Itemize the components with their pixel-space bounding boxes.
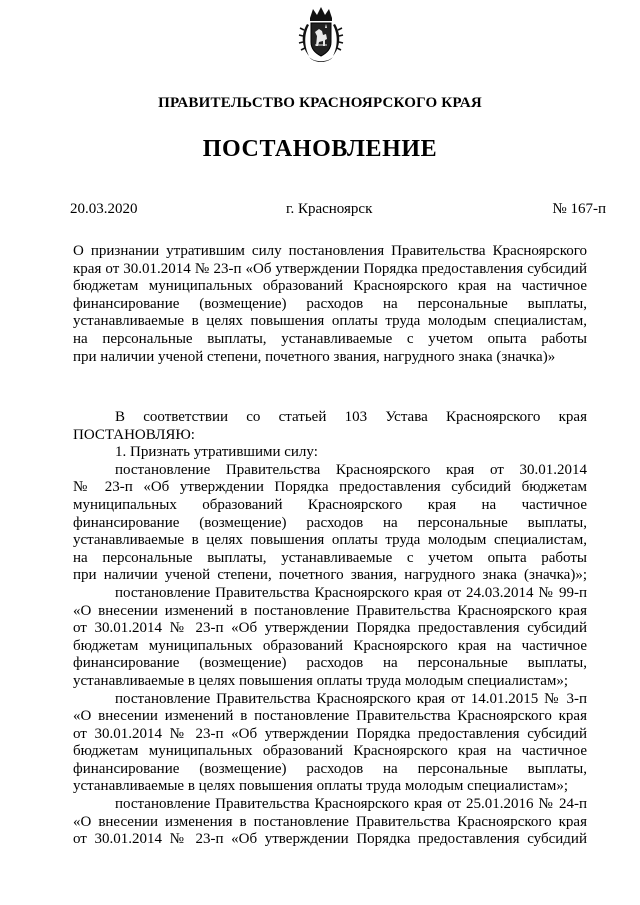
body-line: устанавливаемые в целях повышения оплаты труда молодым специалистам»; (73, 778, 569, 795)
body-line: финансирование (возмещение) расходов на персональные выплаты, (73, 760, 587, 777)
subject-line: бюджетам муниципальных образований Красноярского края на частичное (73, 278, 587, 295)
document-subject (73, 243, 587, 366)
subject-line: устанавливаемые в целях повышения оплаты труда молодым специалистам, (73, 313, 587, 330)
body-line: постановление Правительства Красноярского края от 25.01.2016 № 24-п (115, 796, 587, 813)
krasnoyarsk-coat-of-arms-icon (298, 6, 344, 64)
subject-line: финансирование (возмещение) расходов на персональные выплаты, (73, 295, 587, 312)
body-line: при наличии ученой степени, почетного звания, нагрудного знака (значка)»; (73, 567, 587, 584)
document-date: 20.03.2020 (70, 201, 138, 217)
document-number: № 167-п (552, 201, 606, 217)
body-line: муниципальных образований Красноярского края на частичное (73, 496, 587, 513)
body-line: финансирование (возмещение) расходов на персональные выплаты, (73, 514, 587, 531)
subject-line: О признании утратившим силу постановления Правительства Красноярского (73, 243, 587, 259)
body-line: В соответствии со статьей 103 Устава Красноярского края (115, 409, 587, 425)
document-city: г. Красноярск (286, 201, 373, 217)
document-type-title: ПОСТАНОВЛЕНИЕ (202, 136, 438, 162)
body-line: ПОСТАНОВЛЯЮ: (73, 426, 195, 443)
body-line: бюджетам муниципальных образований Красноярского края на частичное (73, 637, 587, 654)
body-line: финансирование (возмещение) расходов на персональные выплаты, (73, 655, 587, 672)
body-line: устанавливаемые в целях повышения оплаты труда молодым специалистам, (73, 532, 587, 549)
body-line: от 30.01.2014 № 23-п «Об утверждении Порядка предоставления субсидий (73, 725, 587, 742)
body-line: бюджетам муниципальных образований Красноярского края на частичное (73, 743, 587, 760)
body-line: постановление Правительства Красноярского края от 30.01.2014 (115, 461, 587, 478)
document-body (73, 409, 587, 849)
body-line: «О внесении изменений в постановление Правительства Красноярского края (73, 708, 587, 725)
subject-line: при наличии ученой степени, почетного звания, нагрудного знака (значка)» (73, 348, 556, 365)
body-line: 1. Признать утратившими силу: (115, 444, 318, 461)
subject-line: края от 30.01.2014 № 23-п «Об утверждении Порядка предоставления субсидий (73, 260, 587, 277)
body-line: постановление Правительства Красноярского края от 24.03.2014 № 99-п (115, 584, 587, 601)
body-line: № 23-п «Об утверждении Порядка предоставления субсидий бюджетам (73, 479, 587, 496)
body-line: от 30.01.2014 № 23-п «Об утверждении Порядка предоставления субсидий (73, 620, 587, 637)
government-title: ПРАВИТЕЛЬСТВО КРАСНОЯРСКОГО КРАЯ (158, 95, 482, 111)
body-line: от 30.01.2014 № 23-п «Об утверждении Порядка предоставления субсидий (73, 831, 587, 848)
body-line: устанавливаемые в целях повышения оплаты труда молодым специалистам»; (73, 672, 569, 689)
subject-line: на персональные выплаты, устанавливаемые с учетом опыта работы (73, 330, 587, 347)
body-line: на персональные выплаты, устанавливаемые с учетом опыта работы (73, 549, 587, 566)
body-line: «О внесении изменений в постановление Правительства Красноярского края (73, 602, 587, 619)
body-line: постановление Правительства Красноярского края от 14.01.2015 № 3-п (115, 690, 587, 707)
body-line: «О внесении изменения в постановление Правительства Красноярского края (73, 813, 587, 830)
